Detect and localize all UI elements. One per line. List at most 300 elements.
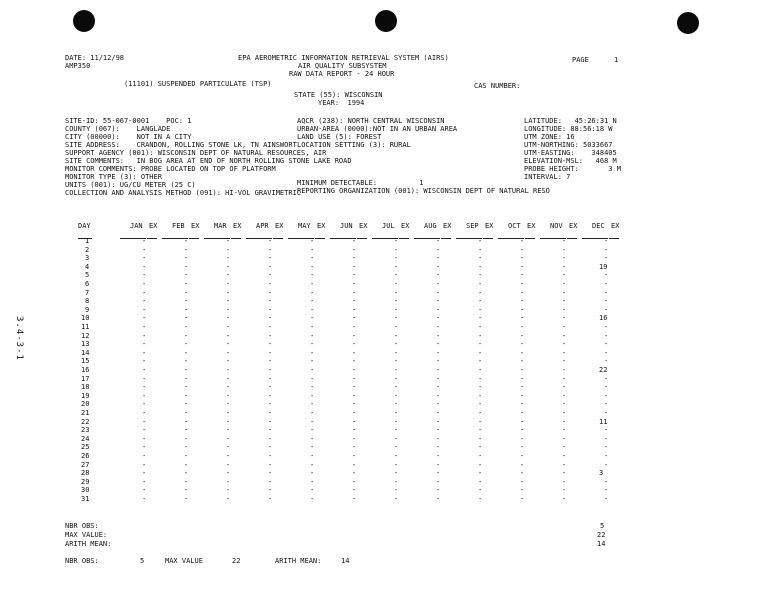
ex-header: EX	[569, 222, 578, 230]
site-line-left: MONITOR TYPE (3): OTHER	[65, 173, 162, 181]
empty-cell: -	[478, 289, 483, 297]
empty-cell: -	[184, 289, 189, 297]
empty-cell: -	[478, 314, 483, 322]
empty-cell: -	[184, 375, 189, 383]
empty-cell: -	[142, 486, 147, 494]
day-number: 1	[85, 237, 90, 245]
empty-cell: -	[310, 409, 315, 417]
empty-cell: -	[142, 392, 147, 400]
empty-cell: -	[436, 375, 441, 383]
empty-cell: -	[436, 289, 441, 297]
empty-cell: -	[310, 418, 315, 426]
empty-cell: -	[352, 461, 357, 469]
empty-cell: -	[310, 271, 315, 279]
day-number: 10	[81, 314, 90, 322]
empty-cell: -	[268, 400, 273, 408]
empty-cell: -	[562, 237, 567, 245]
site-line-left: MONITOR COMMENTS: PROBE LOCATED ON TOP OF PLATFORM	[65, 165, 276, 173]
empty-cell: -	[520, 237, 525, 245]
empty-cell: -	[352, 452, 357, 460]
empty-cell: -	[226, 340, 231, 348]
empty-cell: -	[184, 280, 189, 288]
empty-cell: -	[268, 435, 273, 443]
empty-cell: -	[604, 443, 609, 451]
empty-cell: -	[310, 400, 315, 408]
empty-cell: -	[436, 340, 441, 348]
empty-cell: -	[394, 443, 399, 451]
empty-cell: -	[268, 357, 273, 365]
empty-cell: -	[352, 478, 357, 486]
empty-cell: -	[310, 392, 315, 400]
empty-cell: -	[142, 443, 147, 451]
max-value-label: MAX VALUE:	[65, 531, 108, 539]
empty-cell: -	[520, 280, 525, 288]
empty-cell: -	[352, 366, 357, 374]
empty-cell: -	[184, 418, 189, 426]
empty-cell: -	[184, 254, 189, 262]
empty-cell: -	[562, 366, 567, 374]
empty-cell: -	[142, 289, 147, 297]
empty-cell: -	[436, 366, 441, 374]
empty-cell: -	[604, 400, 609, 408]
site-line-left: SUPPORT AGENCY (001): WISCONSIN DEPT OF NATURAL RESOURCES, AIR	[65, 149, 327, 157]
empty-cell: -	[394, 306, 399, 314]
empty-cell: -	[268, 409, 273, 417]
empty-cell: -	[604, 323, 609, 331]
empty-cell: -	[268, 289, 273, 297]
empty-cell: -	[184, 366, 189, 374]
empty-cell: -	[352, 332, 357, 340]
empty-cell: -	[520, 478, 525, 486]
day-number: 2	[85, 246, 90, 254]
empty-cell: -	[142, 314, 147, 322]
empty-cell: -	[310, 375, 315, 383]
nbr-obs-label: NBR OBS:	[65, 522, 99, 530]
empty-cell: -	[562, 323, 567, 331]
empty-cell: -	[184, 409, 189, 417]
empty-cell: -	[394, 409, 399, 417]
parameter-title: (11101) SUSPENDED PARTICULATE (TSP)	[124, 80, 272, 88]
ex-header: EX	[443, 222, 452, 230]
empty-cell: -	[478, 297, 483, 305]
empty-cell: -	[604, 306, 609, 314]
empty-cell: -	[478, 349, 483, 357]
annual-arith-mean: 14	[341, 557, 350, 565]
empty-cell: -	[478, 271, 483, 279]
empty-cell: -	[352, 280, 357, 288]
empty-cell: -	[184, 314, 189, 322]
site-line-right: UTM ZONE: 16	[524, 133, 575, 141]
empty-cell: -	[352, 306, 357, 314]
empty-cell: -	[142, 254, 147, 262]
empty-cell: -	[562, 349, 567, 357]
empty-cell: -	[604, 495, 609, 503]
empty-cell: -	[604, 237, 609, 245]
empty-cell: -	[226, 357, 231, 365]
empty-cell: -	[184, 495, 189, 503]
dec-value: 16	[599, 314, 608, 322]
month-header: SEP	[466, 222, 479, 230]
empty-cell: -	[226, 349, 231, 357]
day-number: 4	[85, 263, 90, 271]
empty-cell: -	[352, 297, 357, 305]
empty-cell: -	[520, 254, 525, 262]
empty-cell: -	[604, 254, 609, 262]
punch-hole-center	[375, 10, 397, 32]
empty-cell: -	[142, 461, 147, 469]
empty-cell: -	[310, 443, 315, 451]
empty-cell: -	[520, 271, 525, 279]
empty-cell: -	[436, 271, 441, 279]
empty-cell: -	[478, 246, 483, 254]
empty-cell: -	[352, 383, 357, 391]
day-number: 16	[81, 366, 90, 374]
dec-max-value: 22	[597, 531, 606, 539]
empty-cell: -	[394, 271, 399, 279]
empty-cell: -	[478, 323, 483, 331]
day-header: DAY	[78, 222, 91, 230]
empty-cell: -	[268, 263, 273, 271]
empty-cell: -	[184, 297, 189, 305]
annual-nbr-obs-label: NBR OBS:	[65, 557, 99, 565]
month-header: DEC	[592, 222, 605, 230]
minimum-detectable: MINIMUM DETECTABLE: 1	[297, 179, 424, 187]
empty-cell: -	[562, 469, 567, 477]
empty-cell: -	[520, 418, 525, 426]
empty-cell: -	[604, 435, 609, 443]
empty-cell: -	[310, 426, 315, 434]
ex-header: EX	[233, 222, 242, 230]
empty-cell: -	[520, 314, 525, 322]
empty-cell: -	[226, 323, 231, 331]
empty-cell: -	[478, 435, 483, 443]
empty-cell: -	[310, 289, 315, 297]
empty-cell: -	[604, 383, 609, 391]
ex-underline	[189, 238, 199, 239]
day-number: 11	[81, 323, 90, 331]
empty-cell: -	[268, 246, 273, 254]
site-line-left: UNITS (001): UG/CU METER (25 C)	[65, 181, 196, 189]
empty-cell: -	[352, 400, 357, 408]
empty-cell: -	[478, 332, 483, 340]
empty-cell: -	[436, 280, 441, 288]
empty-cell: -	[394, 340, 399, 348]
day-number: 24	[81, 435, 90, 443]
empty-cell: -	[226, 280, 231, 288]
page-number: 1	[614, 56, 619, 64]
ex-header: EX	[191, 222, 200, 230]
day-number: 13	[81, 340, 90, 348]
empty-cell: -	[268, 375, 273, 383]
empty-cell: -	[436, 461, 441, 469]
empty-cell: -	[520, 349, 525, 357]
empty-cell: -	[436, 314, 441, 322]
empty-cell: -	[226, 289, 231, 297]
ex-underline	[147, 238, 157, 239]
empty-cell: -	[310, 366, 315, 374]
empty-cell: -	[436, 443, 441, 451]
year-label: YEAR: 1994	[318, 99, 365, 107]
empty-cell: -	[142, 400, 147, 408]
empty-cell: -	[268, 495, 273, 503]
empty-cell: -	[184, 323, 189, 331]
day-number: 25	[81, 443, 90, 451]
empty-cell: -	[142, 306, 147, 314]
empty-cell: -	[310, 495, 315, 503]
empty-cell: -	[604, 289, 609, 297]
empty-cell: -	[226, 375, 231, 383]
empty-cell: -	[394, 486, 399, 494]
empty-cell: -	[310, 340, 315, 348]
ex-underline	[609, 238, 619, 239]
empty-cell: -	[520, 357, 525, 365]
reporting-organization: REPORTING ORGANIZATION (001): WISCONSIN DEPT OF NATURAL RESO	[297, 187, 550, 195]
day-number: 6	[85, 280, 90, 288]
subsystem-title: AIR QUALITY SUBSYSTEM	[298, 62, 387, 70]
site-line-left: COLLECTION AND ANALYSIS METHOD (091): HI-VOL GRAVIMETRIC	[65, 189, 302, 197]
empty-cell: -	[352, 254, 357, 262]
empty-cell: -	[310, 306, 315, 314]
empty-cell: -	[394, 254, 399, 262]
empty-cell: -	[562, 478, 567, 486]
empty-cell: -	[562, 400, 567, 408]
page-label: PAGE	[572, 56, 589, 64]
day-number: 7	[85, 289, 90, 297]
empty-cell: -	[142, 340, 147, 348]
empty-cell: -	[562, 426, 567, 434]
empty-cell: -	[184, 357, 189, 365]
empty-cell: -	[436, 418, 441, 426]
empty-cell: -	[604, 271, 609, 279]
empty-cell: -	[142, 435, 147, 443]
system-title: EPA AEROMETRIC INFORMATION RETRIEVAL SYSTEM (AIRS)	[238, 54, 449, 62]
day-number: 31	[81, 495, 90, 503]
empty-cell: -	[478, 495, 483, 503]
empty-cell: -	[394, 323, 399, 331]
empty-cell: -	[394, 357, 399, 365]
dec-value: 11	[599, 418, 608, 426]
empty-cell: -	[226, 332, 231, 340]
empty-cell: -	[268, 314, 273, 322]
day-number: 29	[81, 478, 90, 486]
empty-cell: -	[478, 400, 483, 408]
site-line-right: UTM-NORTHING: 5033667	[524, 141, 613, 149]
ex-header: EX	[485, 222, 494, 230]
day-number: 12	[81, 332, 90, 340]
ex-header: EX	[527, 222, 536, 230]
empty-cell: -	[520, 246, 525, 254]
empty-cell: -	[268, 271, 273, 279]
empty-cell: -	[184, 306, 189, 314]
month-header: JUN	[340, 222, 353, 230]
empty-cell: -	[520, 461, 525, 469]
empty-cell: -	[562, 263, 567, 271]
site-line-right: LONGITUDE: 88:56:18 W	[524, 125, 613, 133]
empty-cell: -	[604, 349, 609, 357]
empty-cell: -	[394, 495, 399, 503]
empty-cell: -	[478, 306, 483, 314]
empty-cell: -	[226, 418, 231, 426]
empty-cell: -	[520, 443, 525, 451]
empty-cell: -	[142, 332, 147, 340]
empty-cell: -	[520, 435, 525, 443]
empty-cell: -	[436, 435, 441, 443]
empty-cell: -	[436, 323, 441, 331]
empty-cell: -	[562, 314, 567, 322]
ex-header: EX	[359, 222, 368, 230]
empty-cell: -	[352, 349, 357, 357]
empty-cell: -	[268, 452, 273, 460]
report-type: RAW DATA REPORT - 24 HOUR	[289, 70, 395, 78]
empty-cell: -	[478, 461, 483, 469]
empty-cell: -	[184, 340, 189, 348]
empty-cell: -	[562, 332, 567, 340]
empty-cell: -	[436, 306, 441, 314]
empty-cell: -	[142, 280, 147, 288]
day-number: 28	[81, 469, 90, 477]
empty-cell: -	[226, 254, 231, 262]
empty-cell: -	[184, 246, 189, 254]
empty-cell: -	[310, 469, 315, 477]
empty-cell: -	[436, 486, 441, 494]
empty-cell: -	[142, 495, 147, 503]
empty-cell: -	[562, 452, 567, 460]
empty-cell: -	[268, 332, 273, 340]
empty-cell: -	[184, 478, 189, 486]
empty-cell: -	[184, 400, 189, 408]
empty-cell: -	[184, 392, 189, 400]
empty-cell: -	[520, 375, 525, 383]
margin-label: 3.4-3-1	[14, 316, 24, 361]
empty-cell: -	[394, 383, 399, 391]
day-number: 5	[85, 271, 90, 279]
empty-cell: -	[268, 340, 273, 348]
day-number: 3	[85, 254, 90, 262]
day-number: 18	[81, 383, 90, 391]
empty-cell: -	[310, 435, 315, 443]
ex-header: EX	[611, 222, 620, 230]
empty-cell: -	[268, 237, 273, 245]
ex-underline	[273, 238, 283, 239]
empty-cell: -	[562, 418, 567, 426]
empty-cell: -	[478, 478, 483, 486]
empty-cell: -	[268, 254, 273, 262]
empty-cell: -	[394, 289, 399, 297]
site-line-right: ELEVATION-MSL: 468 M	[524, 157, 617, 165]
report-date: DATE: 11/12/98	[65, 54, 125, 62]
empty-cell: -	[268, 392, 273, 400]
empty-cell: -	[226, 486, 231, 494]
empty-cell: -	[394, 297, 399, 305]
day-number: 8	[85, 297, 90, 305]
empty-cell: -	[520, 469, 525, 477]
empty-cell: -	[520, 340, 525, 348]
dec-value: 3	[599, 469, 604, 477]
empty-cell: -	[394, 263, 399, 271]
empty-cell: -	[352, 392, 357, 400]
empty-cell: -	[226, 306, 231, 314]
empty-cell: -	[478, 409, 483, 417]
empty-cell: -	[604, 280, 609, 288]
ex-underline	[357, 238, 367, 239]
empty-cell: -	[520, 289, 525, 297]
annual-nbr-obs: 5	[140, 557, 145, 565]
empty-cell: -	[268, 478, 273, 486]
month-header: AUG	[424, 222, 437, 230]
site-line-left: SITE COMMENTS: IN BOG AREA AT END OF NORTH ROLLING STONE LAKE ROAD	[65, 157, 352, 165]
empty-cell: -	[562, 461, 567, 469]
empty-cell: -	[142, 426, 147, 434]
ex-underline	[567, 238, 577, 239]
empty-cell: -	[226, 495, 231, 503]
site-line-middle: LAND USE (5): FOREST	[297, 133, 382, 141]
empty-cell: -	[520, 495, 525, 503]
day-number: 26	[81, 452, 90, 460]
empty-cell: -	[268, 306, 273, 314]
empty-cell: -	[268, 426, 273, 434]
empty-cell: -	[478, 418, 483, 426]
empty-cell: -	[142, 297, 147, 305]
month-header: MAR	[214, 222, 227, 230]
empty-cell: -	[562, 375, 567, 383]
ex-header: EX	[149, 222, 158, 230]
empty-cell: -	[478, 254, 483, 262]
dec-nbr-obs: 5	[600, 522, 605, 530]
empty-cell: -	[436, 383, 441, 391]
empty-cell: -	[394, 280, 399, 288]
empty-cell: -	[520, 426, 525, 434]
empty-cell: -	[604, 486, 609, 494]
empty-cell: -	[226, 263, 231, 271]
empty-cell: -	[184, 452, 189, 460]
empty-cell: -	[142, 375, 147, 383]
empty-cell: -	[310, 332, 315, 340]
site-line-right: PROBE HEIGHT: 3 M	[524, 165, 621, 173]
month-header: OCT	[508, 222, 521, 230]
empty-cell: -	[268, 349, 273, 357]
empty-cell: -	[478, 486, 483, 494]
empty-cell: -	[520, 306, 525, 314]
empty-cell: -	[562, 289, 567, 297]
empty-cell: -	[436, 409, 441, 417]
empty-cell: -	[478, 237, 483, 245]
dec-arith-mean: 14	[597, 540, 606, 548]
empty-cell: -	[604, 426, 609, 434]
empty-cell: -	[562, 392, 567, 400]
empty-cell: -	[352, 443, 357, 451]
empty-cell: -	[436, 452, 441, 460]
report-code: AMP350	[65, 62, 91, 70]
empty-cell: -	[604, 409, 609, 417]
empty-cell: -	[436, 263, 441, 271]
empty-cell: -	[394, 478, 399, 486]
day-number: 23	[81, 426, 90, 434]
empty-cell: -	[394, 418, 399, 426]
day-number: 15	[81, 357, 90, 365]
empty-cell: -	[310, 461, 315, 469]
empty-cell: -	[226, 366, 231, 374]
empty-cell: -	[436, 297, 441, 305]
empty-cell: -	[436, 349, 441, 357]
empty-cell: -	[604, 452, 609, 460]
empty-cell: -	[352, 409, 357, 417]
empty-cell: -	[562, 297, 567, 305]
empty-cell: -	[352, 469, 357, 477]
empty-cell: -	[142, 246, 147, 254]
empty-cell: -	[268, 323, 273, 331]
empty-cell: -	[142, 323, 147, 331]
empty-cell: -	[436, 237, 441, 245]
